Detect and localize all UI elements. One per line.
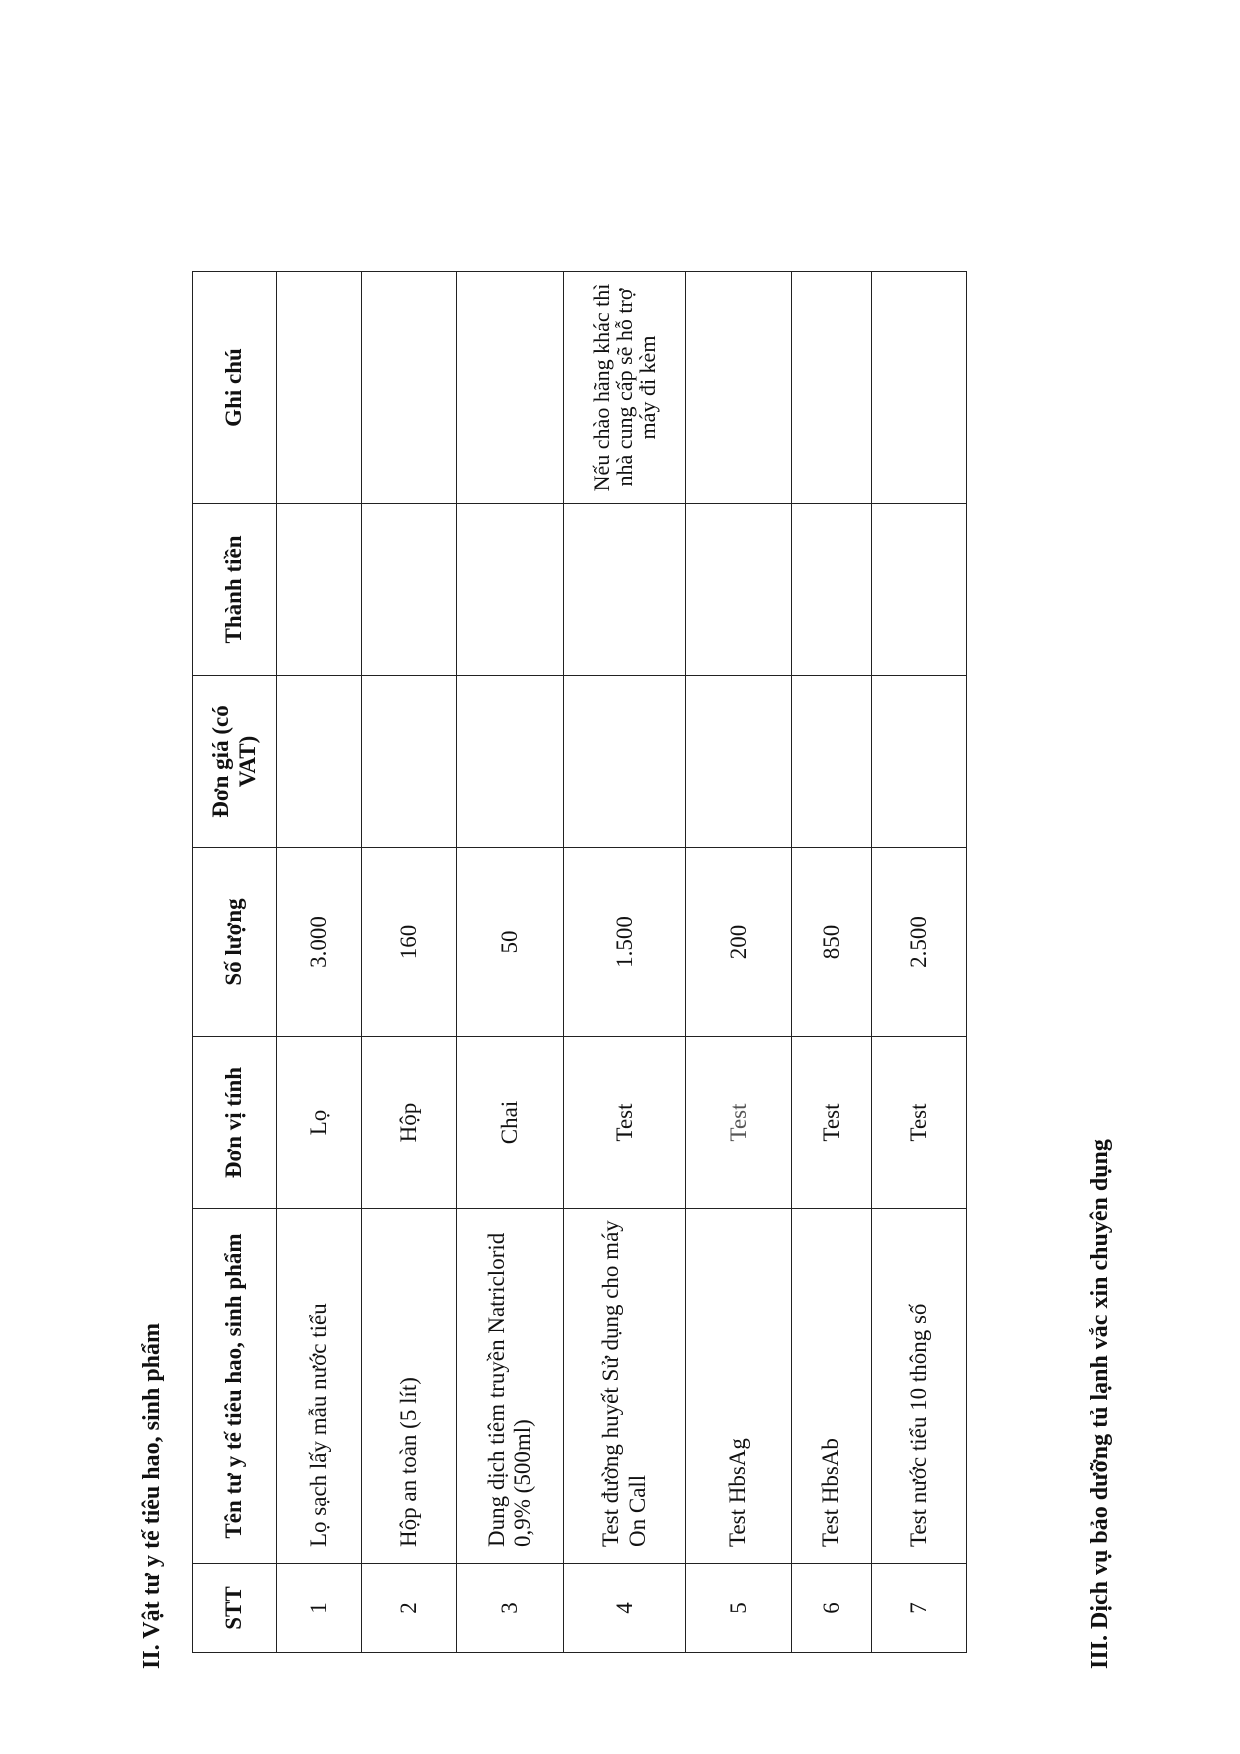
cell-name: Test HbsAb bbox=[792, 1209, 872, 1564]
cell-quantity: 50 bbox=[457, 848, 564, 1037]
header-quantity: Số lượng bbox=[193, 848, 277, 1037]
cell-stt: 2 bbox=[362, 1564, 457, 1653]
cell-quantity: 1.500 bbox=[564, 848, 686, 1037]
cell-total bbox=[872, 504, 967, 676]
header-unit: Đơn vị tính bbox=[193, 1037, 277, 1209]
cell-unit: Lọ bbox=[277, 1037, 362, 1209]
cell-unit: Test bbox=[792, 1037, 872, 1209]
table-header-row bbox=[193, 272, 277, 1653]
cell-name: Hộp an toàn (5 lít) bbox=[362, 1209, 457, 1564]
header-price: Đơn giá (có VAT) bbox=[193, 676, 277, 848]
table-row bbox=[564, 272, 686, 1653]
cell-name: Dung dịch tiêm truyền Natriclorid 0,9% (500ml) bbox=[457, 1209, 564, 1564]
cell-note bbox=[457, 272, 564, 504]
cell-stt: 4 bbox=[564, 1564, 686, 1653]
cell-name: Test HbsAg bbox=[686, 1209, 792, 1564]
supplies-table bbox=[192, 271, 967, 1653]
cell-name: Lọ sạch lấy mẫu nước tiểu bbox=[277, 1209, 362, 1564]
cell-stt: 1 bbox=[277, 1564, 362, 1653]
table-row bbox=[686, 272, 792, 1653]
cell-price bbox=[792, 676, 872, 848]
cell-price bbox=[362, 676, 457, 848]
cell-price bbox=[564, 676, 686, 848]
cell-quantity: 850 bbox=[792, 848, 872, 1037]
cell-price bbox=[277, 676, 362, 848]
cell-stt: 7 bbox=[872, 1564, 967, 1653]
header-name: Tên tư y tế tiêu hao, sinh phẩm bbox=[193, 1209, 277, 1564]
section-3-heading: III. Dịch vụ bảo dưỡng tủ lạnh vắc xin chuyên dụng bbox=[1087, 1139, 1113, 1669]
cell-total bbox=[792, 504, 872, 676]
cell-note: Nếu chào hãng khác thì nhà cung cấp sẽ hỗ trợ máy đi kèm bbox=[564, 272, 686, 504]
rotated-page bbox=[132, 255, 1132, 1675]
cell-price bbox=[686, 676, 792, 848]
cell-unit: Chai bbox=[457, 1037, 564, 1209]
table-row bbox=[872, 272, 967, 1653]
header-total: Thành tiền bbox=[193, 504, 277, 676]
cell-unit: Test bbox=[686, 1037, 792, 1209]
cell-total bbox=[457, 504, 564, 676]
cell-quantity: 2.500 bbox=[872, 848, 967, 1037]
cell-stt: 3 bbox=[457, 1564, 564, 1653]
cell-name: Test nước tiểu 10 thông số bbox=[872, 1209, 967, 1564]
cell-unit: Test bbox=[872, 1037, 967, 1209]
cell-unit: Hộp bbox=[362, 1037, 457, 1209]
header-stt: STT bbox=[193, 1564, 277, 1653]
cell-stt: 5 bbox=[686, 1564, 792, 1653]
table-row bbox=[277, 272, 362, 1653]
section-2-heading: II. Vật tư y tế tiêu hao, sinh phẩm bbox=[139, 1322, 165, 1669]
cell-quantity: 160 bbox=[362, 848, 457, 1037]
table-row bbox=[792, 272, 872, 1653]
cell-unit: Test bbox=[564, 1037, 686, 1209]
cell-price bbox=[457, 676, 564, 848]
cell-note bbox=[362, 272, 457, 504]
table-row bbox=[457, 272, 564, 1653]
cell-note bbox=[872, 272, 967, 504]
cell-quantity: 200 bbox=[686, 848, 792, 1037]
cell-total bbox=[362, 504, 457, 676]
cell-total bbox=[686, 504, 792, 676]
cell-note bbox=[277, 272, 362, 504]
cell-total bbox=[564, 504, 686, 676]
cell-stt: 6 bbox=[792, 1564, 872, 1653]
cell-quantity: 3.000 bbox=[277, 848, 362, 1037]
cell-price bbox=[872, 676, 967, 848]
cell-name: Test đường huyết Sử dụng cho máy On Call bbox=[564, 1209, 686, 1564]
cell-note bbox=[792, 272, 872, 504]
cell-note bbox=[686, 272, 792, 504]
table-row bbox=[362, 272, 457, 1653]
header-note: Ghi chú bbox=[193, 272, 277, 504]
cell-total bbox=[277, 504, 362, 676]
